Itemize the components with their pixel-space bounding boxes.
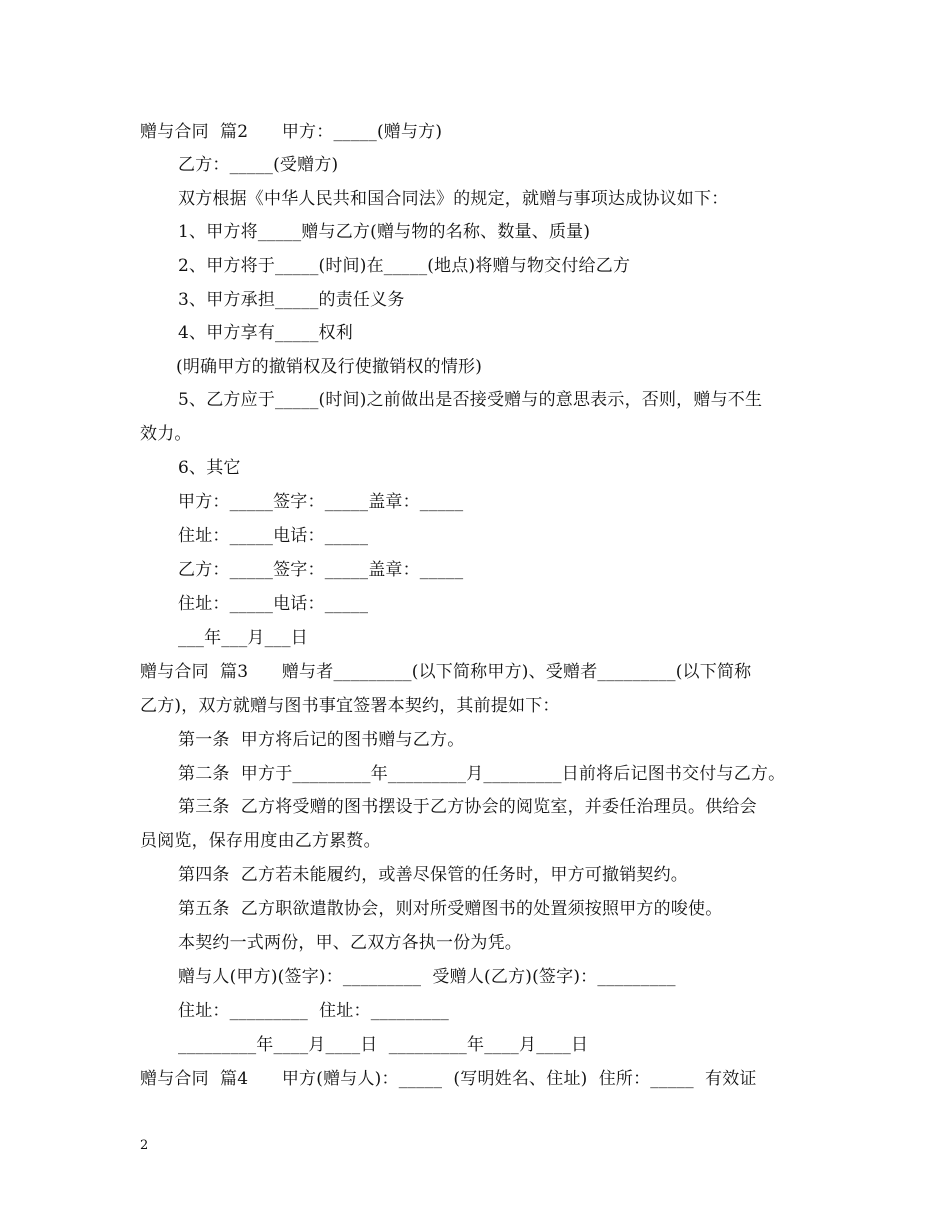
- paragraph: 本契约一式两份，甲、乙双方各执一份为凭。: [178, 933, 522, 953]
- clause-1: 1、甲方将_____赠与乙方(赠与物的名称、数量、质量): [178, 222, 591, 242]
- paragraph: 乙方：_____(受赠方): [178, 155, 339, 175]
- article-5: 第五条 乙方职欲遣散协会，则对所受赠图书的处置须按照甲方的唆使。: [178, 899, 723, 919]
- date-line: ___年___月___日: [178, 628, 308, 648]
- article-3: 第三条 乙方将受赠的图书摆设于乙方协会的阅览室，并委任治理员。供给会: [178, 797, 757, 817]
- clause-6: 6、其它: [178, 458, 241, 478]
- article-1: 第一条 甲方将后记的图书赠与乙方。: [178, 730, 465, 750]
- heading-contract-4: 赠与合同 篇4 甲方(赠与人)：_____ (写明姓名、住址) 住所：_____ 有效证: [140, 1069, 757, 1089]
- date-line: _________年____月____日 _________年____月____日: [178, 1035, 589, 1055]
- signature-line: 甲方：_____签字：_____盖章：_____: [178, 492, 464, 512]
- clause-4: 4、甲方享有_____权利: [178, 323, 353, 343]
- heading-contract-2: 赠与合同 篇2 甲方：_____(赠与方): [140, 122, 443, 142]
- heading-contract-3: 赠与合同 篇3 赠与者_________(以下简称甲方)、受赠者_________(以下简称: [140, 662, 752, 682]
- address-line: 住址：_________ 住址：_________: [178, 1001, 450, 1021]
- article-4: 第四条 乙方若未能履约，或善尽保管的任务时，甲方可撤销契约。: [178, 865, 689, 885]
- signature-line: 乙方：_____签字：_____盖章：_____: [178, 560, 464, 580]
- clause-2: 2、甲方将于_____(时间)在_____(地点)将赠与物交付给乙方: [178, 256, 631, 276]
- signature-line: 赠与人(甲方)(签字)：_________ 受赠人(乙方)(签字)：_________: [178, 967, 676, 987]
- article-2: 第二条 甲方于_________年_________月_________日前将后记图书交付与乙方。: [178, 764, 786, 784]
- article-3-cont: 员阅览，保存用度由乙方累赘。: [140, 831, 381, 851]
- clause-4-note: (明确甲方的撤销权及行使撤销权的情形): [176, 357, 483, 377]
- page-number: 2: [140, 1138, 149, 1153]
- paragraph: 双方根据《中华人民共和国合同法》的规定，就赠与事项达成协议如下：: [178, 189, 729, 209]
- paragraph: 乙方)，双方就赠与图书事宜签署本契约，其前提如下：: [140, 696, 560, 716]
- address-line: 住址：_____电话：_____: [178, 526, 369, 546]
- address-line: 住址：_____电话：_____: [178, 594, 369, 614]
- clause-3: 3、甲方承担_____的责任义务: [178, 290, 405, 310]
- clause-5: 5、乙方应于_____(时间)之前做出是否接受赠与的意思表示，否则，赠与不生: [178, 390, 763, 410]
- clause-5-cont: 效力。: [140, 424, 192, 444]
